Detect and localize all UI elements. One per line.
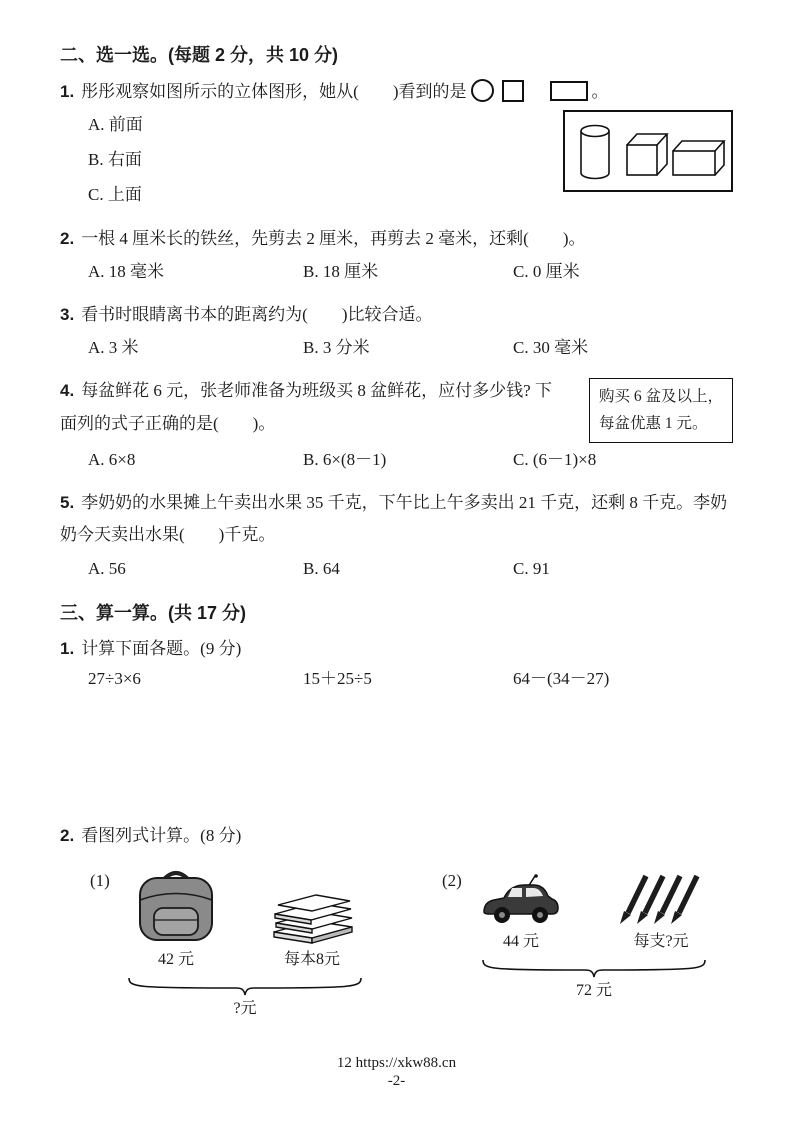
sub2-items [478,866,710,955]
car-price: 44 元 [502,933,539,951]
circle-shape-icon [471,79,494,102]
question-2-options [60,255,733,289]
car-icon [478,872,564,928]
calc-part2-label [60,820,733,852]
option-c: C. 0 厘米 [513,262,580,282]
cube-icon [627,134,667,175]
question-2 [60,223,733,289]
option-a: A. 3 米 [88,338,139,358]
backpack-icon [126,866,226,946]
question-1-stem [60,76,733,108]
sub2-content [478,866,710,1022]
car-item [478,872,564,955]
square-shape-icon [502,80,524,102]
question-2-stem [60,223,733,255]
question-5-stem [60,487,733,552]
option-c: C. 上面 [88,184,142,204]
pens-item [612,866,710,955]
question-2-text: 一根 4 厘米长的铁丝，先剪去 2 厘米，再剪去 2 毫米，还剩( )。 [81,228,586,248]
part1-number: 1. [60,639,75,659]
picture-problems [60,866,733,1022]
discount-note-line1: 购买 6 盆及以上， [598,388,723,406]
question-1-options [88,108,143,213]
question-3-options [60,331,733,365]
sub1-items [126,866,364,973]
expression-1: 27÷3×6 [88,668,141,688]
question-2-number: 2. [60,228,75,248]
question-1-text: 彤彤观察如图所示的立体图形，她从( )看到的是 [81,81,467,101]
question-5 [60,487,733,586]
question-5-options [60,552,733,586]
books-item [268,888,356,973]
page-footer [0,1054,793,1092]
pens-price: 每支?元 [633,933,689,951]
sub1-label: (1) [90,871,110,891]
question-3-number: 3. [60,305,75,325]
question-4-number: 4. [60,381,75,401]
expression-2: 15＋25÷5 [303,668,372,688]
option-b: B. 右面 [88,150,142,170]
sub2-total: 72 元 [575,982,612,1000]
question-1-text-suffix: 。 [591,81,609,101]
watermark-url: 12 https://xkw88.cn [336,1054,457,1071]
question-4-body [60,375,733,443]
underbrace-icon [126,976,364,996]
books-icon [268,888,356,946]
underbrace-icon [480,958,708,978]
option-a: A. 前面 [88,115,143,135]
picture-problem-2 [442,866,710,1022]
picture-problem-1 [90,866,442,1022]
solids-illustration-icon [569,115,727,187]
question-3-text: 看书时眼睛离书本的距离约为( )比较合适。 [81,305,433,325]
sub1-brace-wrap [126,976,364,1022]
cuboid-icon [673,141,724,175]
question-4 [60,375,733,477]
part2-number: 2. [60,826,75,846]
option-c: C. 91 [513,558,550,578]
backpack-item [126,866,226,973]
expression-3: 64－(34－27) [513,668,610,688]
page-number: -2- [387,1073,406,1090]
option-b: B. 64 [303,558,340,578]
question-5-text: 李奶奶的水果摊上午卖出水果 35 千克，下午比上午多卖出 21 千克，还剩 8 千克。李奶奶今天卖出水果( )千克。 [60,493,728,545]
calc-expressions [60,666,733,692]
question-4-text: 每盆鲜花 6 元，张老师准备为班级买 8 盆鲜花，应付多少钱? 下面列的式子正确的是( )。 [60,381,552,433]
cylinder-icon [581,126,609,179]
question-3 [60,299,733,365]
option-b: B. 6×(8－1) [303,450,387,469]
solid-figures-box [563,110,733,192]
question-1-body [60,108,733,213]
books-price: 每本8元 [283,951,340,969]
question-1-number: 1. [60,81,75,101]
sub1-content [126,866,364,1022]
rectangle-shape-icon [550,81,588,101]
question-3-stem [60,299,733,331]
question-1 [60,76,733,213]
calc-part1-label [60,633,733,665]
option-b: B. 18 厘米 [303,262,379,282]
sub2-brace-wrap [478,958,710,1004]
sub1-total: ?元 [233,1000,257,1018]
section3-title: 三、算一算。(共 17 分) [60,602,247,623]
option-c: C. (6－1)×8 [513,450,597,469]
option-c: C. 30 毫米 [513,338,589,358]
question-5-number: 5. [60,493,75,512]
option-a: A. 6×8 [88,450,136,469]
part2-label-text: 看图列式计算。(8 分) [81,826,242,846]
backpack-price: 42 元 [157,951,194,969]
option-a: A. 56 [88,558,126,578]
question-4-options [60,443,733,477]
discount-note-box [589,378,733,443]
pens-icon [612,866,710,928]
part1-label-text: 计算下面各题。(9 分) [81,639,242,659]
option-a: A. 18 毫米 [88,262,165,282]
question-4-stem [60,375,565,440]
discount-note-line2: 每盆优惠 1 元。 [598,414,708,432]
sub2-label: (2) [442,871,462,891]
section2-title: 二、选一选。(每题 2 分，共 10 分) [60,45,339,65]
option-b: B. 3 分米 [303,338,370,358]
